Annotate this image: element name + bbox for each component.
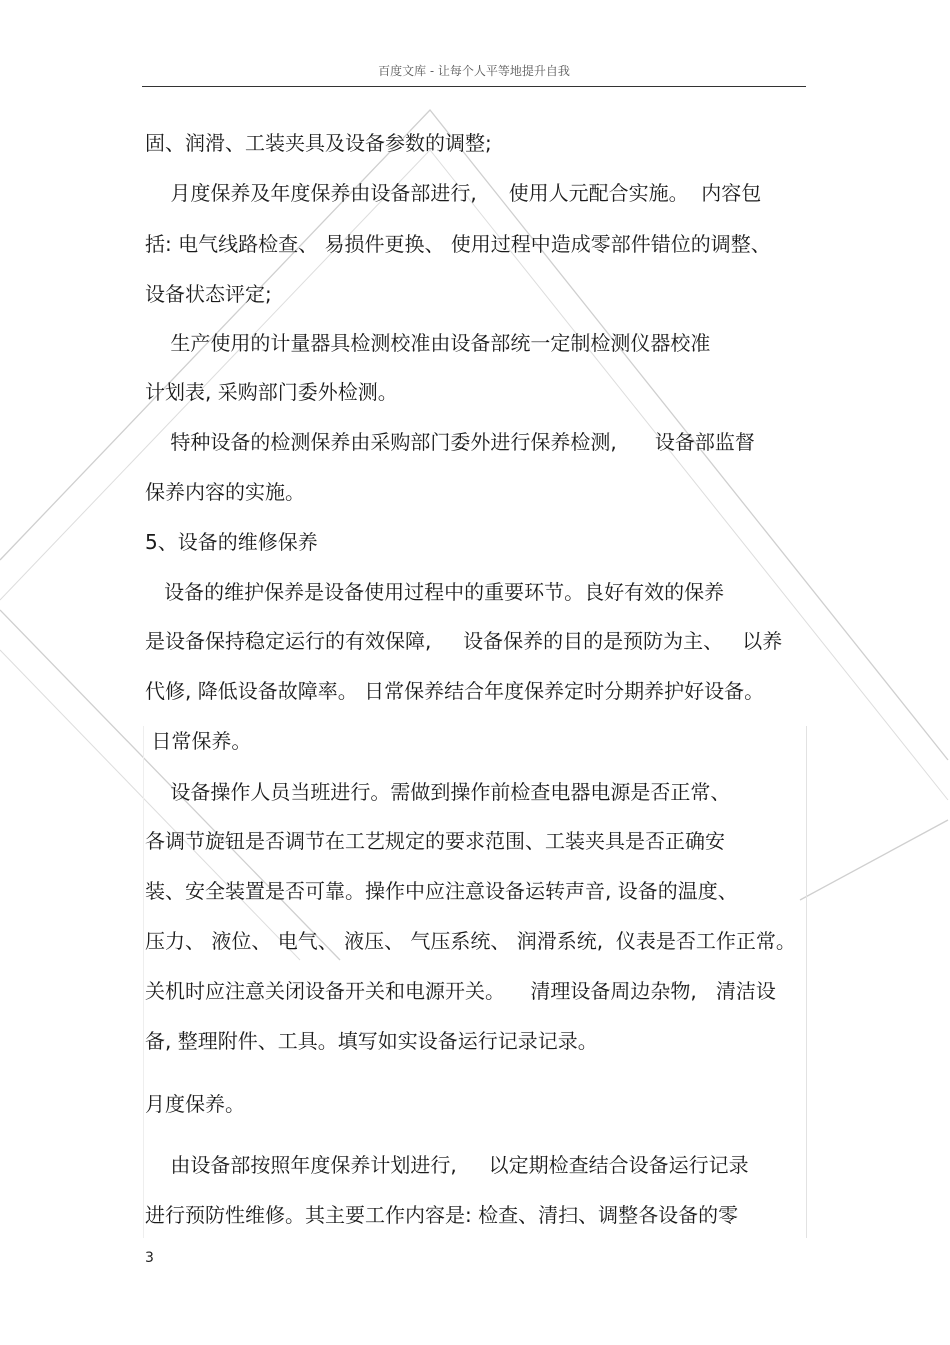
section-heading: 5、设备的维修保养 xyxy=(145,530,318,554)
body-line: 设备操作人员当班进行。需做到操作前检查电器电源是否正常、 xyxy=(145,780,731,804)
body-line: 特种设备的检测保养由采购部门委外进行保养检测, 设备部监督 xyxy=(145,430,755,454)
header-divider xyxy=(142,86,806,87)
body-line: 备, 整理附件、工具。填写如实设备运行记录记录。 xyxy=(145,1029,598,1053)
body-line: 关机时应注意关闭设备开关和电源开关。 清理设备周边杂物, 清洁设 xyxy=(145,979,776,1003)
body-line: 由设备部按照年度保养计划进行, 以定期检查结合设备运行记录 xyxy=(145,1153,749,1177)
body-line: 各调节旋钮是否调节在工艺规定的要求范围、工装夹具是否正确安 xyxy=(145,829,725,853)
body-line: 保养内容的实施。 xyxy=(145,480,305,504)
body-line: 压力、 液位、 电气、 液压、 气压系统、 润滑系统, 仪表是否工作正常。 xyxy=(145,929,796,953)
body-line: 计划表, 采购部门委外检测。 xyxy=(145,380,398,404)
body-line: 括: 电气线路检查、 易损件更换、 使用过程中造成零部件错位的调整、 xyxy=(145,232,771,256)
body-line: 代修, 降低设备故障率。 日常保养结合年度保养定时分期养护好设备。 xyxy=(145,679,765,703)
body-line: 设备状态评定; xyxy=(145,282,272,306)
column-border-left xyxy=(143,726,144,1238)
body-line: 是设备保持稳定运行的有效保障, 设备保养的目的是预防为主、 以养 xyxy=(145,629,783,653)
body-line: 设备的维护保养是设备使用过程中的重要环节。良好有效的保养 xyxy=(145,580,725,604)
body-line: 月度保养及年度保养由设备部进行, 使用人元配合实施。 内容包 xyxy=(145,181,762,205)
page-header: 百度文库 - 让每个人平等地提升自我 xyxy=(378,64,570,78)
body-line: 进行预防性维修。其主要工作内容是: 检查、清扫、调整各设备的零 xyxy=(145,1203,739,1227)
subsection-heading: 月度保养。 xyxy=(145,1092,245,1116)
column-border-right xyxy=(806,726,807,1238)
body-line: 生产使用的计量器具检测校准由设备部统一定制检测仪器校准 xyxy=(145,331,711,355)
body-line: 固、润滑、工装夹具及设备参数的调整; xyxy=(145,131,492,155)
page-number: 3 xyxy=(145,1250,154,1266)
body-line: 装、安全装置是否可靠。操作中应注意设备运转声音, 设备的温度、 xyxy=(145,879,738,903)
subsection-heading: 日常保养。 xyxy=(145,729,252,753)
